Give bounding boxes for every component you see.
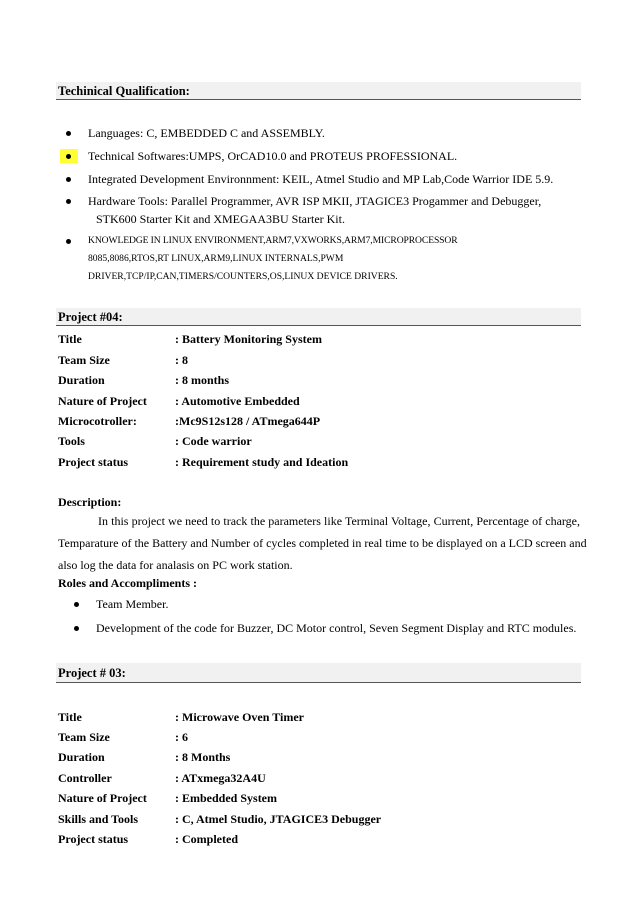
project04-heading: Project #04: <box>56 308 581 326</box>
description-label: Description: <box>58 495 122 509</box>
resume-page: Techinical Qualification: Languages: C, EMBEDDED C and ASSEMBLY. Technical Softwares:UMPS, OrCAD10.0 and PROTEUS PROFESSIONAL. Integrated Development Environnment: KEIL, Atmel Studio and MP Lab,Code Warrior IDE 5.9. Hardware Tools: Parallel Programmer, AVR ISP MKII, JTAGICE3 Progammer and Debugger, STK600 Starter Kit and XMEGAA3BU Starter Kit. KNOWLEDGE IN LINUX ENVIRONMENT,ARM7,VXWORKS,ARM7,MICROPROCESSOR 8085,8086,RTOS,RT LINUX,ARM9,LINUX INTERNALS,PWM DRIVER,TCP/IP,CAN,TIMERS/COUNTERS,OS,LINUX DEVICE DRIVERS. Project #04: Title : Battery Monitoring System Team Size : 8 Duration : 8 months Nature of Project : Automotive Embedded Microcotroller: :Mc9S12s128 / ATmega644P Tools : Code warrior Project status : Requirement study and Ideation Description: In this project we need to track the parameters like Terminal Voltage, Current, Percentage of charge, Temparature of the Battery and Number of cycles completed in real time to be displayed on a LCD screen and also log the data for analasis on PC work station. Roles and Accompliments : Team Member. Development of the code for Buzzer, DC Motor control, Seven Segment Display and RTC modules. Project # 03: Title : Microwave Oven Timer Team Size : 6 Duration : 8 Months Controller : ATxmega32A4U Nature of Project : Embedded System Skills and Tools : C, Atmel Studio, JTAGICE3 Debugger Project status : Completed <box>0 0 638 902</box>
bullet-icon <box>66 239 71 244</box>
detail-row: Skills and Tools : C, Atmel Studio, JTAGICE3 Debugger <box>58 812 382 826</box>
detail-row: Microcotroller: :Mc9S12s128 / ATmega644P <box>58 414 321 428</box>
detail-row: Team Size : 8 <box>58 353 188 367</box>
detail-row: Nature of Project : Automotive Embedded <box>58 394 300 408</box>
detail-row: Title : Microwave Oven Timer <box>58 710 304 724</box>
detail-row: Title : Battery Monitoring System <box>58 332 322 346</box>
qualification-heading: Techinical Qualification: <box>56 82 581 100</box>
detail-row: Project status : Completed <box>58 832 238 846</box>
bullet-icon <box>66 131 71 136</box>
detail-row: Tools : Code warrior <box>58 434 252 448</box>
bullet-icon <box>66 154 71 159</box>
detail-row: Duration : 8 months <box>58 373 230 387</box>
detail-row: Project status : Requirement study and Ideation <box>58 455 349 469</box>
list-item-continuation: DRIVER,TCP/IP,CAN,TIMERS/COUNTERS,OS,LINUX DEVICE DRIVERS. <box>88 271 398 282</box>
detail-row: Team Size : 6 <box>58 730 188 744</box>
detail-row: Duration : 8 Months <box>58 750 231 764</box>
roles-label: Roles and Accompliments : <box>58 576 197 590</box>
detail-row: Controller : ATxmega32A4U <box>58 771 266 785</box>
bullet-icon <box>74 602 79 607</box>
project03-heading: Project # 03: <box>56 663 581 683</box>
bullet-icon <box>74 626 79 631</box>
list-item-continuation: STK600 Starter Kit and XMEGAA3BU Starter Kit. <box>96 212 345 226</box>
bullet-icon <box>66 177 71 182</box>
bullet-icon <box>66 199 71 204</box>
detail-row: Nature of Project : Embedded System <box>58 791 278 805</box>
list-item-continuation: 8085,8086,RTOS,RT LINUX,ARM9,LINUX INTERNALS,PWM <box>88 253 344 264</box>
